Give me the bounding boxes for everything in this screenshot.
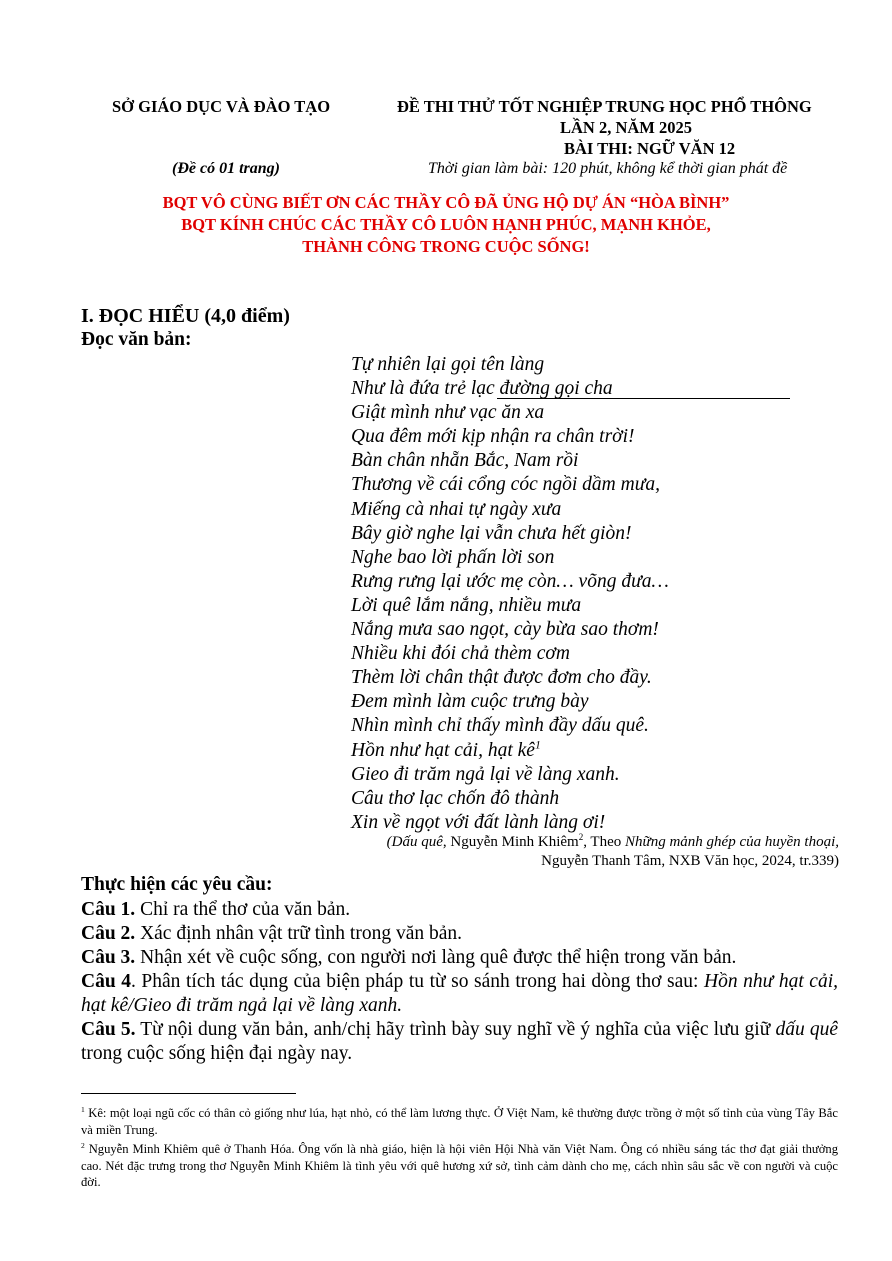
footnote-text: Kê: một loại ngũ cốc có thân cỏ giống như lúa, hạt nhỏ, có thể làm lương thực. Ở Việt Nam, kê thường được trồng ở một số tỉnh của vùng Tây Bắc và miền Trung.	[81, 1106, 838, 1137]
poem-line: Nhiều khi đói chả thèm cơm	[351, 643, 570, 665]
department-name: SỞ GIÁO DỤC VÀ ĐÀO TẠO	[112, 97, 331, 116]
footnote-ref: 2	[578, 832, 584, 842]
tasks-heading: Thực hiện các yêu cầu:	[81, 874, 273, 895]
question-label: Câu 1.	[81, 899, 136, 920]
question-text: Chỉ ra thể thơ của văn bản.	[135, 899, 351, 920]
poem-line: Tự nhiên lại gọi tên làng	[351, 354, 545, 375]
thanks-line-3: THÀNH CÔNG TRONG CUỘC SỐNG!	[302, 237, 590, 256]
poem-line: Nắng mưa sao ngọt, cày bừa sao thơm!	[351, 619, 659, 641]
question-label: Câu 4	[81, 971, 131, 992]
section-title: I. ĐỌC HIỂU (4,0 điểm)	[81, 305, 290, 327]
question-2	[81, 922, 838, 946]
question-text: Xác định nhân vật trữ tình trong văn bản.	[135, 923, 463, 944]
exam-round: LẦN 2, NĂM 2025	[560, 118, 692, 137]
exam-time: Thời gian làm bài: 120 phút, không kể thời gian phát đề	[428, 160, 788, 177]
poem-line: Rưng rưng lại ước mẹ còn… võng đưa…	[351, 570, 669, 592]
citation-theo: , Theo	[583, 834, 626, 850]
footnote-1	[81, 1105, 838, 1138]
poem-line-text: Hồn như hạt cải, hạt kê	[351, 739, 535, 761]
poem-line: Câu thơ lạc chốn đô thành	[351, 787, 560, 809]
section-instruction: Đọc văn bản:	[81, 329, 192, 350]
citation-author: , Nguyễn Minh Khiêm	[442, 834, 579, 850]
poem-line: Lời quê lắm nắng, nhiều mưa	[351, 594, 582, 616]
poem-line: Gieo đi trăm ngả lại về làng xanh.	[351, 763, 620, 785]
question-italic: dấu quê	[775, 1019, 838, 1040]
poem-line: Bàn chân nhẵn Bắc, Nam rồi	[351, 450, 579, 472]
poem	[351, 353, 669, 835]
poem-line: Nghe bao lời phấn lời son	[351, 546, 555, 568]
poem-underline-rule	[497, 398, 790, 399]
poem-line: Giật mình như vạc ăn xa	[351, 402, 545, 424]
question-3	[81, 946, 838, 970]
question-text: Nhận xét về cuộc sống, con người nơi làng quê được thể hiện trong văn bản.	[135, 947, 737, 968]
question-4	[81, 970, 838, 1018]
footnote-text: Nguyễn Minh Khiêm quê ở Thanh Hóa. Ông vốn là nhà giáo, hiện là hội viên Hội Nhà văn Việt Nam. Ông có nhiều sáng tác thơ đạt giải thưởng cao. Nét đặc trưng trong thơ Nguyễn Minh Khiêm là tình yêu với quê hương xứ sở, tình cảm dành cho mẹ, cách nhìn sâu sắc về con người và cuộc đời.	[81, 1142, 838, 1189]
exam-subject: BÀI THI: NGỮ VĂN 12	[564, 139, 736, 158]
question-text: . Phân tích tác dụng của biện pháp tu từ so sánh trong hai dòng thơ sau:	[131, 971, 704, 992]
thanks-line-2: BQT KÍNH CHÚC CÁC THẦY CÔ LUÔN HẠNH PHÚC, MẠNH KHỎE,	[181, 215, 711, 234]
poem-line: Miếng cà nhai tự ngày xưa	[351, 498, 562, 520]
footnote-separator	[81, 1093, 296, 1094]
poem-line: Đem mình làm cuộc trưng bày	[351, 691, 589, 713]
question-1	[81, 898, 838, 922]
exam-title: ĐỀ THI THỬ TỐT NGHIỆP TRUNG HỌC PHỔ THÔNG	[397, 97, 812, 116]
citation-book: Những mảnh ghép của huyền thoại,	[625, 834, 839, 850]
citation-title: (Dấu quê	[386, 834, 443, 850]
citation-line-2: Nguyễn Thanh Tâm, NXB Văn học, 2024, tr.339)	[541, 853, 839, 869]
question-label: Câu 3.	[81, 947, 136, 968]
question-label: Câu 5.	[81, 1019, 136, 1040]
poem-line: Thương về cái cổng cóc ngồi dầm mưa,	[351, 474, 660, 496]
thanks-line-1: BQT VÔ CÙNG BIẾT ƠN CÁC THẦY CÔ ĐÃ ỦNG HỘ DỰ ÁN “HÒA BÌNH”	[162, 193, 730, 212]
poem-line: Như là đứa trẻ lạc đường gọi cha	[351, 378, 613, 400]
citation-line-1	[387, 834, 839, 851]
poem-line	[351, 739, 669, 763]
poem-line: Bây giờ nghe lại vẫn chưa hết giòn!	[351, 522, 632, 544]
question-label: Câu 2.	[81, 923, 136, 944]
poem-line: Nhìn mình chỉ thấy mình đầy dấu quê.	[351, 715, 649, 737]
footnote-mark: 2	[81, 1140, 85, 1150]
footnote-2	[81, 1141, 838, 1191]
poem-line: Xin về ngọt với đất lành làng ơi!	[351, 811, 606, 833]
poem-line: Qua đêm mới kịp nhận ra chân trời!	[351, 426, 635, 448]
question-text-tail: trong cuộc sống hiện đại ngày nay.	[81, 1043, 353, 1065]
question-text: Từ nội dung văn bản, anh/chị hãy trình bày suy nghĩ về ý nghĩa của việc lưu giữ	[135, 1019, 776, 1040]
question-quote: Hồn như hạt cải, hạt kê/Gieo đi trăm ngả lại về làng xanh.	[81, 971, 838, 1017]
footnote-ref: 1	[534, 738, 541, 751]
footnote-mark: 1	[81, 1104, 85, 1114]
question-5	[81, 1018, 838, 1066]
poem-line: Thèm lời chân thật được đơm cho đầy.	[351, 667, 652, 689]
page-count-note: (Đề có 01 trang)	[172, 160, 280, 177]
